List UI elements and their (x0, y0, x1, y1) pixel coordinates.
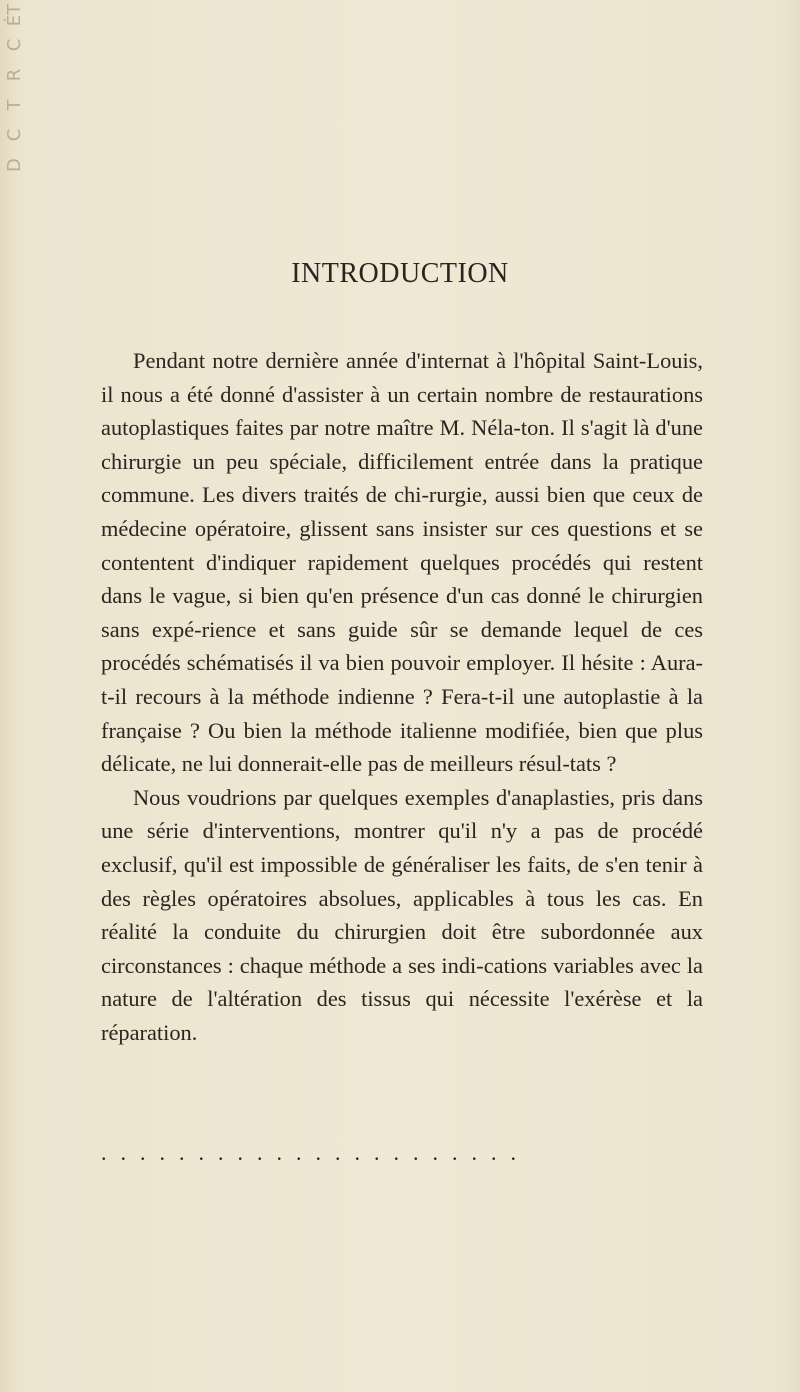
chapter-heading: INTRODUCTION (291, 258, 509, 289)
paragraph-1: Pendant notre dernière année d'internat à l'hôpital Saint-Louis, il nous a été donné d'assister à un certain nombre de restaurations autoplastiques faites par notre maître M. Néla-ton. Il s'agit là d'une chirurgie un peu spéciale, difficilement entrée dans la pratique commune. Les divers traités de chi-rurgie, aussi bien que ceux de médecine opératoire, glissent sans insister sur ces questions et se contentent d'indiquer rapidement quelques procédés qui restent dans le vague, si bien qu'en présence d'un cas donné le chirurgien sans expé-rience et sans guide sûr se demande lequel de ces procédés schématisés il va bien pouvoir employer. Il hésite : Aura-t-il recours à la méthode indienne ? Fera-t-il une autoplastie à la française ? Ou bien la méthode italienne modifiée, bien que plus délicate, ne lui donnerait-elle pas de meilleurs résul-tats ? (101, 348, 703, 777)
margin-mark: D (4, 158, 25, 172)
margin-mark: C (4, 38, 25, 52)
body-text (101, 344, 703, 1049)
margin-mark: T (4, 99, 25, 111)
margin-mark: C (4, 128, 25, 142)
paragraph-2: Nous voudrions par quelques exemples d'anaplasties, pris dans une série d'interventions, montrer qu'il n'y a pas de procédé exclusif, qu'il est impossible de généraliser les faits, de s'en tenir à des règles opératoires absolues, applicables à tous les cas. En réalité la conduite du chirurgien doit être subordonnée aux circonstances : chaque méthode a ses indi-cations variables avec la nature de l'altération des tissus qui nécessite l'exérèse et la réparation. (101, 784, 703, 1045)
margin-mark: R (4, 68, 25, 82)
margin-mark: ÉT (4, 3, 25, 27)
ellipsis-line: ...................... (101, 1140, 530, 1165)
library-stamp-margin (0, 0, 30, 220)
